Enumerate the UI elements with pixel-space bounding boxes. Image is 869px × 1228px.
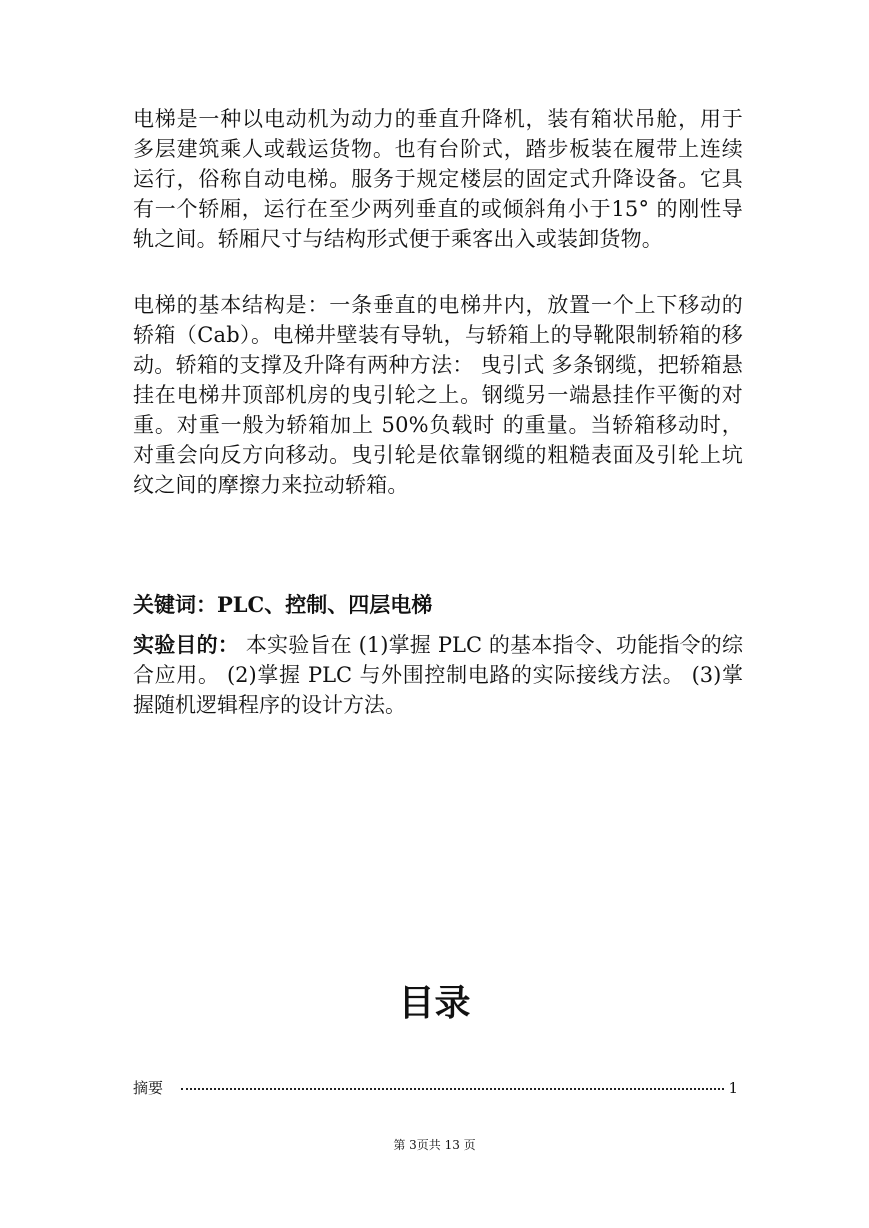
purpose-text: 本实验旨在 (1)掌握 PLC 的基本指令、功能指令的综合应用。 (2)掌握 PLC 与外围控制电路的实际接线方法。 (3)掌握随机逻辑程序的设计方法。 <box>133 633 743 717</box>
toc-entry-page: 1 <box>728 1079 738 1097</box>
toc-entry[interactable] <box>133 1077 738 1099</box>
intro-paragraph-2: 电梯的基本结构是：一条垂直的电梯井内，放置一个上下移动的轿箱（Cab）。电梯井壁装有导轨，与轿箱上的导靴限制轿箱的移动。轿箱的支撑及升降有两种方法： 曳引式 多条钢缆，把轿箱悬挂在电梯井顶部机房的曳引轮之上。钢缆另一端悬挂作平衡的对重。对重一般为轿箱加上 50%负载时 的重量。当轿箱移动时，对重会向反方向移动。曳引轮是依靠钢缆的粗糙表面及引轮上坑纹之间的摩擦力来拉动轿箱。 <box>133 293 743 497</box>
toc-title: 目录 <box>398 983 471 1024</box>
toc-entry-label: 摘要 <box>133 1079 164 1097</box>
keywords-line: 关键词：PLC、控制、四层电梯 <box>133 592 433 617</box>
toc-dot-leader <box>181 1088 724 1090</box>
purpose-label: 实验目的： <box>133 632 239 657</box>
page-footer: 第 3页共 13 页 <box>393 1138 476 1152</box>
experiment-purpose <box>133 630 743 720</box>
intro-paragraph-1: 电梯是一种以电动机为动力的垂直升降机，装有箱状吊舱，用于多层建筑乘人或载运货物。也有台阶式，踏步板装在履带上连续运行，俗称自动电梯。服务于规定楼层的固定式升降设备。它具有一个轿厢，运行在至少两列垂直的或倾斜角小于15° 的刚性导轨之间。轿厢尺寸与结构形式便于乘客出入或装卸货物。 <box>133 107 743 251</box>
